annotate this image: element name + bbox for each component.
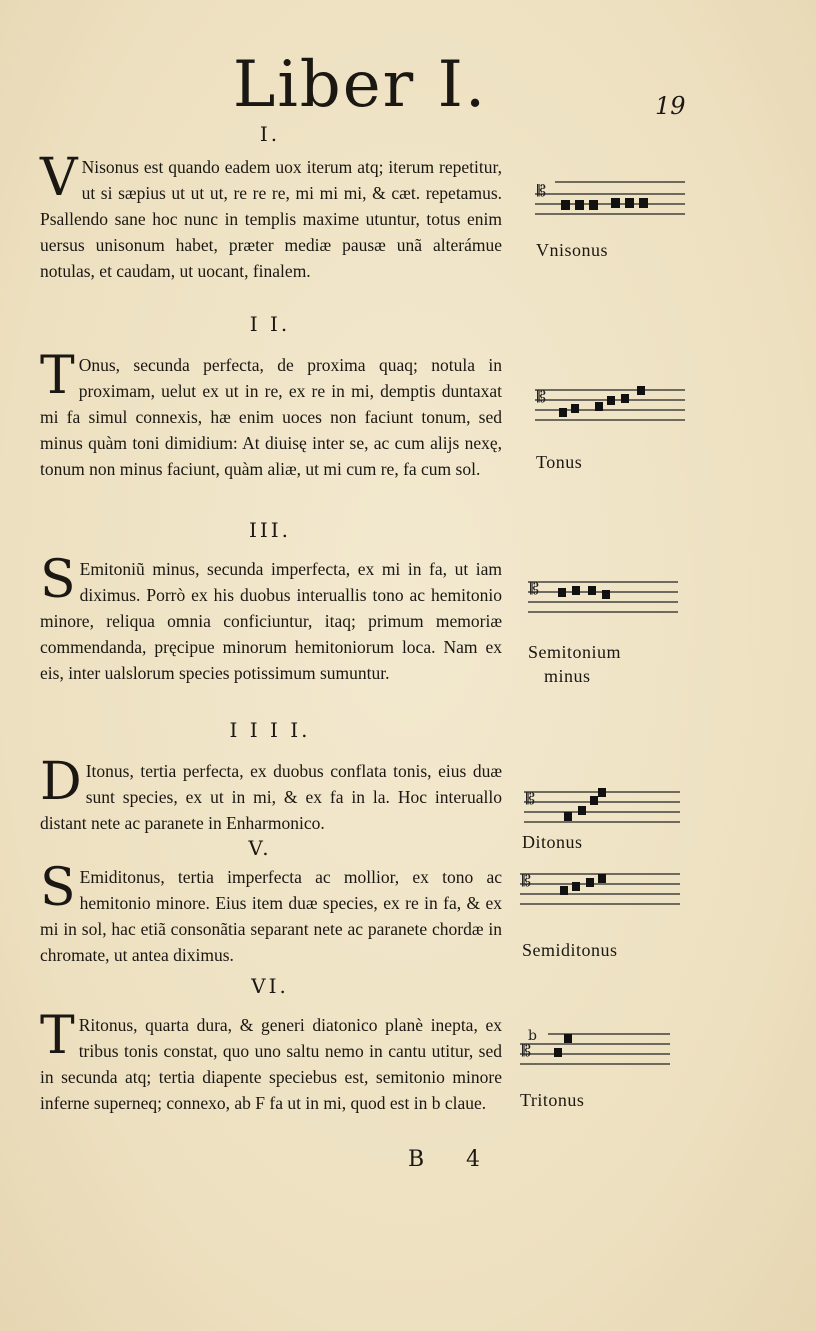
section-text-3 <box>40 550 502 686</box>
section-text-2 <box>40 346 502 482</box>
interval-label-tonus: Tonus <box>536 452 583 472</box>
music-staff-icon <box>535 380 685 430</box>
interval-label-semitonium: Semitonium <box>528 642 622 662</box>
section-text-6 <box>40 1006 502 1116</box>
initial-letter: S <box>40 550 76 610</box>
section-text-5 <box>40 858 502 968</box>
interval-label-minus: minus <box>544 666 591 686</box>
initial-letter: T <box>40 1006 75 1066</box>
section-heading-5: V. <box>248 836 272 860</box>
section-text-1 <box>40 148 502 284</box>
svg-text:𝄡: 𝄡 <box>530 579 539 598</box>
initial-letter: S <box>40 858 76 918</box>
section-heading-2: I I. <box>249 312 291 336</box>
staff-tonus <box>535 380 685 430</box>
svg-text:b: b <box>528 1028 537 1044</box>
section-heading-1: I. <box>259 122 281 146</box>
interval-label-semiditonus: Semiditonus <box>522 940 618 960</box>
staff-tritonus <box>520 1026 670 1072</box>
staff-ditonus <box>524 782 680 828</box>
staff-semitonium <box>528 574 678 620</box>
svg-text:𝄡: 𝄡 <box>526 789 535 808</box>
section-heading-3: III. <box>248 518 292 542</box>
staff-unison <box>535 176 685 220</box>
paragraph-body: Itonus, tertia perfecta, ex duobus conflata tonis, eius duæ sunt species, ex ut in mi, & ex fa in la. Hoc interuallo distant nete ac paranete in Enharmonico. <box>40 761 502 833</box>
section-text-4 <box>40 752 502 836</box>
section-heading-6: VI. <box>251 974 289 998</box>
interval-label-unisonus: Vnisonus <box>536 240 609 260</box>
music-staff-icon <box>535 176 685 220</box>
paragraph-body: Ritonus, quarta dura, & generi diatonico planè inepta, ex tribus tonis constat, quo uno saltu nemo in cantu utitur, sed in secunda atq; tertia diapente speciebus est, semitonio minore inferne superneq; connexo, ab F fa ut in mi, quod est in b claue. <box>40 1015 502 1113</box>
page-title: Liber I. <box>232 48 488 122</box>
staff-semiditonus <box>520 866 680 910</box>
signature-number: 4 <box>466 1147 480 1172</box>
music-staff-icon <box>520 1026 670 1072</box>
paragraph-body: Emitoniũ minus, secunda imperfecta, ex mi in fa, ut iam diximus. Porrò ex his duobus interuallis tono ac hemitonio minore, reliqua omnia conficiuntur, itaq; primum memoriæ commendanda, pręcipue minorum hemitoniorum loca. Nam ex eis, inter ualslorum species potissimum sumuntur. <box>40 559 502 683</box>
svg-text:𝄡: 𝄡 <box>537 181 546 200</box>
music-staff-icon <box>524 782 680 828</box>
section-heading-4: I I I I. <box>229 718 311 742</box>
music-staff-icon <box>528 574 678 620</box>
svg-text:𝄡: 𝄡 <box>522 871 531 890</box>
initial-letter: T <box>40 346 75 406</box>
svg-text:𝄡: 𝄡 <box>537 387 546 406</box>
paragraph-body: Nisonus est quando eadem uox iterum atq; iterum repetitur, ut si sæpius ut ut ut, re re re, mi mi mi, & cæt. repetamus. Psallendo sane hoc nunc in templis maxime utuntur, totus enim uersus unisonum habet, præter mediæ pausæ unã alterámue notulas, et caudam, ut uocant, finalem. <box>40 157 502 281</box>
interval-label-ditonus: Ditonus <box>522 832 583 852</box>
svg-text:𝄡: 𝄡 <box>522 1041 531 1060</box>
folio-number: 19 <box>655 92 686 120</box>
paragraph-body: Emiditonus, tertia imperfecta ac mollior, ex tono ac hemitonio minore. Eius item duæ species, ex re in fa, & ex mi in sol, hac etiã consonãtia separant nete ac paranete chordæ in chromate, ut antea diximus. <box>40 867 502 965</box>
initial-letter: D <box>40 752 82 812</box>
interval-label-tritonus: Tritonus <box>520 1090 585 1110</box>
signature-letter: B <box>408 1147 425 1172</box>
music-staff-icon <box>520 866 680 910</box>
paragraph-body: Onus, secunda perfecta, de proxima quaq; notula in proximam, uelut ex ut in re, ex re in mi, demptis duntaxat mi fa simul connexis, hæ enim uoces non faciunt tonum, sed minus quàm toni dimidium: At diuisę inter se, ac cum alijs nexę, tonum non minus faciunt, quàm aliæ, ut mi cum re, fa cum sol. <box>40 355 502 479</box>
initial-letter: V <box>40 148 78 208</box>
